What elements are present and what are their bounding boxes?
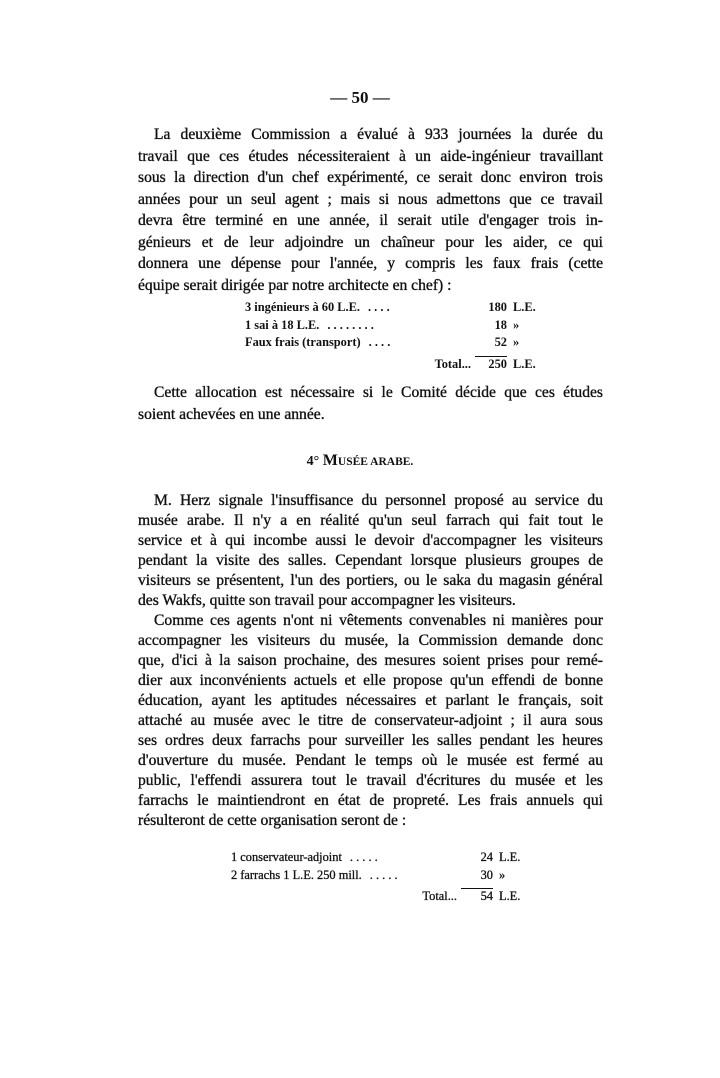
leader-dots: . . . . . <box>369 867 398 882</box>
text-line: soient achevées en une année. <box>138 405 325 423</box>
table-row <box>245 299 545 317</box>
leader-dots: . . . . <box>367 300 390 314</box>
row-label: Faux frais (transport) <box>245 335 361 349</box>
text-line: ses ordres deux farrachs pour surveiller les salles pendant les heures <box>138 732 603 749</box>
row-unit: L.E. <box>513 300 536 314</box>
row-amount: 180 <box>488 300 507 314</box>
row-unit: L.E. <box>499 850 521 864</box>
cost-table-museum <box>231 849 531 906</box>
row-label: 1 sai à 18 L.E. <box>245 317 320 332</box>
row-unit: » <box>499 867 506 882</box>
text-line: farrachs le maintiendront en état de propreté. Les frais annuels qui <box>138 792 603 809</box>
paragraph-cost-estimate <box>138 124 603 296</box>
text-line: Comme ces agents n'ont ni vêtements convenables ni manières pour <box>154 612 603 629</box>
row-amount: 24 <box>480 850 493 864</box>
total-label: Total... <box>422 889 457 903</box>
text-line: Cette allocation est nécessaire si le Comité décide que ces études <box>154 384 603 401</box>
text-line: que, d'ici à la saison prochaine, des mesures soient prises pour remé- <box>138 652 603 669</box>
text-line: visiteurs se présentent, l'un des portiers, ou le saka du magasin général <box>138 572 603 589</box>
text-line: résulteront de cette organisation seront de : <box>138 812 407 829</box>
table-row <box>231 867 531 885</box>
section-heading <box>0 452 720 470</box>
row-amount: 30 <box>480 867 493 882</box>
text-line: attaché au musée avec le titre de conservateur-adjoint ; il aura sous <box>138 712 603 729</box>
text-line: travail que ces études nécessiteraient à un aide-ingénieur travaillant <box>138 147 603 165</box>
text-line: génieurs et de leur adjoindre un chaîneur pour les aider, ce qui <box>138 233 603 251</box>
text-line: public, l'effendi assurera tout le travail d'écritures du musée et les <box>138 772 603 789</box>
paragraph-herz <box>138 491 603 831</box>
row-unit: » <box>513 317 520 332</box>
text-line: donnera une dépense pour l'année, y compris les faux frais (cette <box>138 255 603 272</box>
table-row <box>231 849 531 867</box>
table-row <box>245 334 545 352</box>
total-label: Total... <box>434 356 471 371</box>
row-amount: 52 <box>494 335 507 349</box>
text-line: La deuxième Commission a évalué à 933 journées la durée du <box>154 126 603 143</box>
cost-table-engineers <box>245 299 545 373</box>
text-line: équipe serait dirigée par notre architecte en chef) : <box>138 276 452 294</box>
text-line: dier aux inconvénients actuels et elle propose qu'un effendi de bonne <box>138 672 603 689</box>
text-line: des Wakfs, quitte son travail pour accompagner les visiteurs. <box>138 592 516 609</box>
text-line: accompagner les visiteurs du musée, la Commission demande donc <box>138 632 603 649</box>
total-row <box>245 356 545 374</box>
page-number: — 50 — <box>330 88 390 107</box>
row-label: 3 ingénieurs à 60 L.E. <box>245 300 360 314</box>
text-line: années pour un seul agent ; mais si nous admettons que ce travail <box>138 190 603 208</box>
text-line: M. Herz signale l'insuffisance du personnel proposé au service du <box>154 492 603 509</box>
leader-dots: . . . . <box>368 335 391 349</box>
leader-dots: . . . . . . . . <box>327 317 374 332</box>
row-amount: 18 <box>494 317 507 332</box>
row-label: 1 conservateur-adjoint <box>231 850 342 864</box>
total-amount: 54 <box>461 888 493 904</box>
heading-initial: M <box>322 452 338 469</box>
paragraph-allocation <box>138 382 603 425</box>
text-line: pendant la visite des salles. Cependant lorsque plusieurs groupes de <box>138 552 603 569</box>
section-number: 4° <box>306 454 320 469</box>
row-label: 2 farrachs 1 L.E. 250 mill. <box>231 867 362 882</box>
text-line: devra être terminé en une année, il serait utile d'engager trois in- <box>138 212 603 229</box>
total-amount: 250 <box>475 356 507 372</box>
total-unit: L.E. <box>513 356 536 371</box>
text-line: musée arabe. Il n'y a en réalité qu'un seul farrach qui fait tout le <box>138 512 603 529</box>
table-row <box>245 317 545 335</box>
text-line: sous la direction d'un chef expérimenté, ce serait donc environ trois <box>138 169 603 186</box>
total-row <box>231 888 531 906</box>
text-line: d'ouverture du musée. Pendant le temps où le musée est fermé au <box>138 752 603 769</box>
leader-dots: . . . . . <box>349 850 378 864</box>
row-unit: » <box>513 335 520 349</box>
heading-rest: USÉE ARABE. <box>337 456 414 468</box>
text-line: service et à qui incombe aussi le devoir d'accompagner les visiteurs <box>138 532 603 549</box>
total-unit: L.E. <box>499 889 521 903</box>
text-line: éducation, ayant les aptitudes nécessaires et parlant le français, soit <box>138 692 603 709</box>
